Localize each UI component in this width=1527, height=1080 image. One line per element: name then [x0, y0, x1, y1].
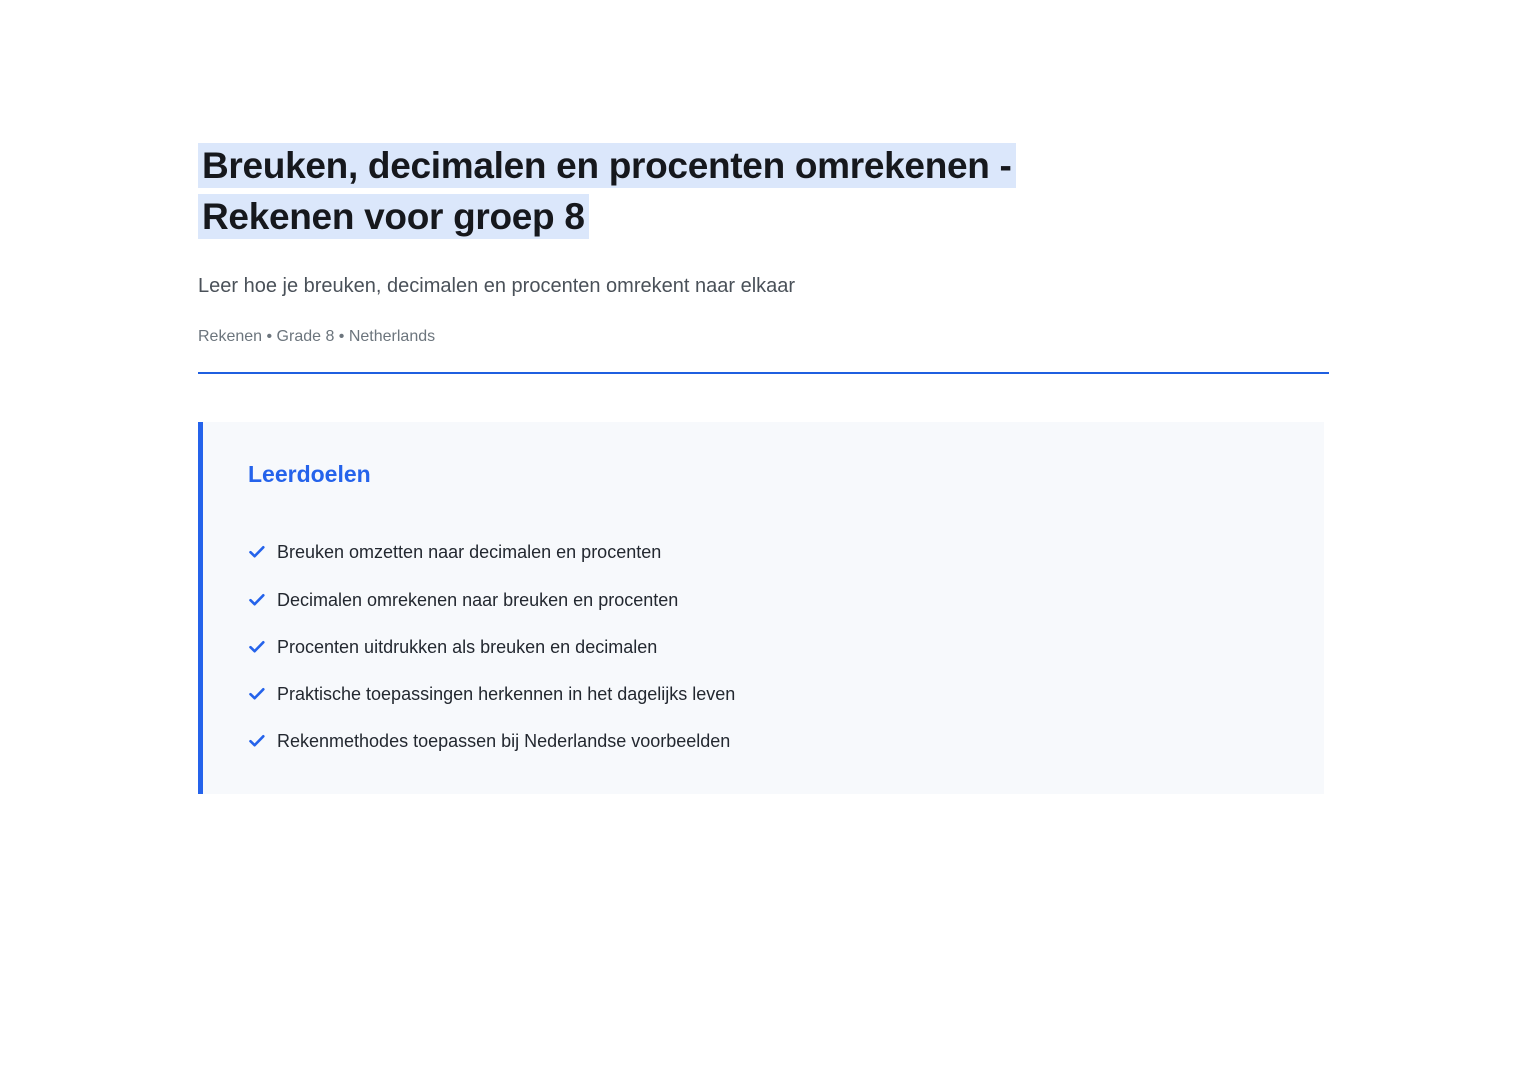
check-icon [248, 591, 266, 609]
breadcrumb: Rekenen • Grade 8 • Netherlands [198, 328, 436, 346]
page-subtitle: Leer hoe je breuken, decimalen en procenten omrekent naar elkaar [198, 275, 796, 298]
list-item [248, 588, 1324, 613]
learning-objectives-heading: Leerdoelen [248, 461, 371, 488]
list-item [248, 729, 1324, 754]
list-item-label: Breuken omzetten naar decimalen en procenten [277, 542, 662, 563]
page-title [198, 140, 1329, 242]
check-icon [248, 685, 266, 703]
check-icon [248, 543, 266, 561]
list-item [248, 635, 1324, 660]
page-title-line-2: Rekenen voor groep 8 [198, 194, 589, 239]
check-icon [248, 638, 266, 656]
list-item-label: Procenten uitdrukken als breuken en decimalen [277, 636, 658, 657]
check-icon [248, 732, 266, 750]
list-item-label: Praktische toepassingen herkennen in het dagelijks leven [277, 683, 736, 704]
list-item-label: Decimalen omrekenen naar breuken en procenten [277, 589, 679, 610]
list-item-label: Rekenmethodes toepassen bij Nederlandse voorbeelden [277, 731, 731, 752]
list-item [248, 682, 1324, 707]
learning-objectives-card [198, 422, 1324, 794]
title-divider [198, 372, 1329, 374]
learning-objectives-list [248, 540, 1324, 754]
page-title-line-1: Breuken, decimalen en procenten omrekenen - [198, 143, 1016, 188]
document-content [198, 140, 1329, 794]
list-item [248, 540, 1324, 565]
